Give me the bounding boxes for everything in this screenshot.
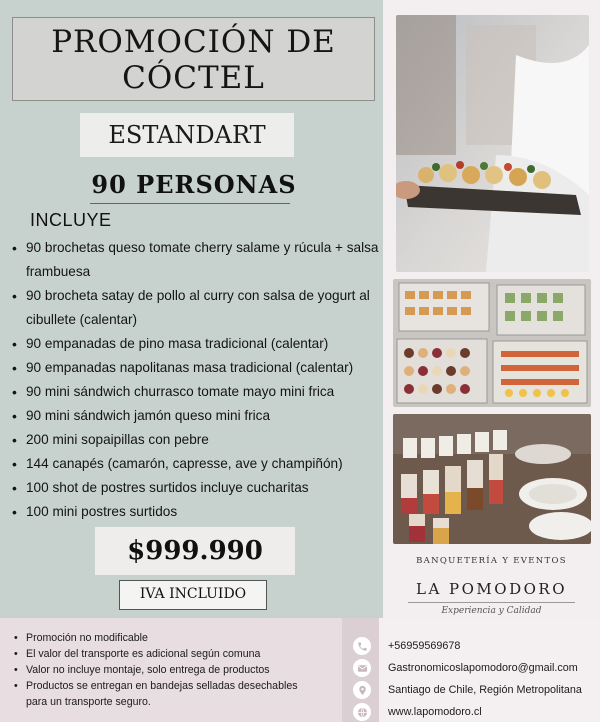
terms-list — [14, 630, 314, 710]
catering-trays-photo — [393, 279, 591, 407]
location-pin-icon — [353, 681, 371, 699]
list-item: • 90 brochetas queso tomate cherry salame y rúcula + salsa frambuesa — [10, 236, 382, 284]
list-item: • 200 mini sopaipillas con pebre — [10, 428, 382, 452]
guest-count-underline — [90, 203, 290, 204]
includes-heading: INCLUYE — [30, 210, 112, 230]
plan-label: ESTANDART — [80, 113, 294, 157]
guest-count: 90 PERSONAS — [91, 170, 297, 199]
price: $999.990 — [95, 527, 295, 575]
contact-email[interactable]: Gastronomicoslapomodoro@gmail.com — [388, 662, 578, 674]
menu-item-list — [10, 236, 382, 524]
contact-address: Santiago de Chile, Región Metropolitana — [388, 684, 582, 696]
list-item: • 144 canapés (camarón, capresse, ave y champiñón) — [10, 452, 382, 476]
list-item: • Valor no incluye montaje, solo entrega de productos — [14, 662, 314, 678]
list-item: • 90 brocheta satay de pollo al curry con salsa de yogurt al cibullete (calentar) — [10, 284, 382, 332]
list-item: • 90 empanadas de pino masa tradicional (calentar) — [10, 332, 382, 356]
dessert-shots-photo — [393, 414, 591, 544]
list-item: • El valor del transporte es adicional según comuna — [14, 646, 314, 662]
globe-icon — [353, 703, 371, 721]
list-item: • Productos se entregan en bandejas selladas desechables para un transporte seguro. — [14, 678, 314, 710]
brand-name: LA POMODORO — [415, 580, 568, 598]
contact-phone[interactable]: +56959569678 — [388, 640, 461, 652]
list-item: • Promoción no modificable — [14, 630, 314, 646]
list-item: • 90 mini sándwich churrasco tomate mayo mini frica — [10, 380, 382, 404]
contact-website[interactable]: www.lapomodoro.cl — [388, 706, 482, 718]
tax-note: IVA INCLUIDO — [119, 580, 267, 610]
list-item: • 90 mini sándwich jamón queso mini frica — [10, 404, 382, 428]
list-item: • 90 empanadas napolitanas masa tradicional (calentar) — [10, 356, 382, 380]
mail-icon — [353, 659, 371, 677]
promo-title-line2: CÓCTEL — [122, 60, 265, 96]
list-item: • 100 shot de postres surtidos incluye cucharitas — [10, 476, 382, 500]
brand-tagline: BANQUETERÍA Y EVENTOS — [416, 556, 567, 566]
brand-divider — [408, 602, 575, 603]
waiter-canape-photo — [396, 15, 589, 272]
promo-title — [12, 17, 375, 101]
brand-slogan: Experiencia y Calidad — [441, 606, 542, 616]
promo-title-line1: PROMOCIÓN DE — [51, 24, 336, 60]
phone-icon — [353, 637, 371, 655]
list-item: • 100 mini postres surtidos — [10, 500, 382, 524]
